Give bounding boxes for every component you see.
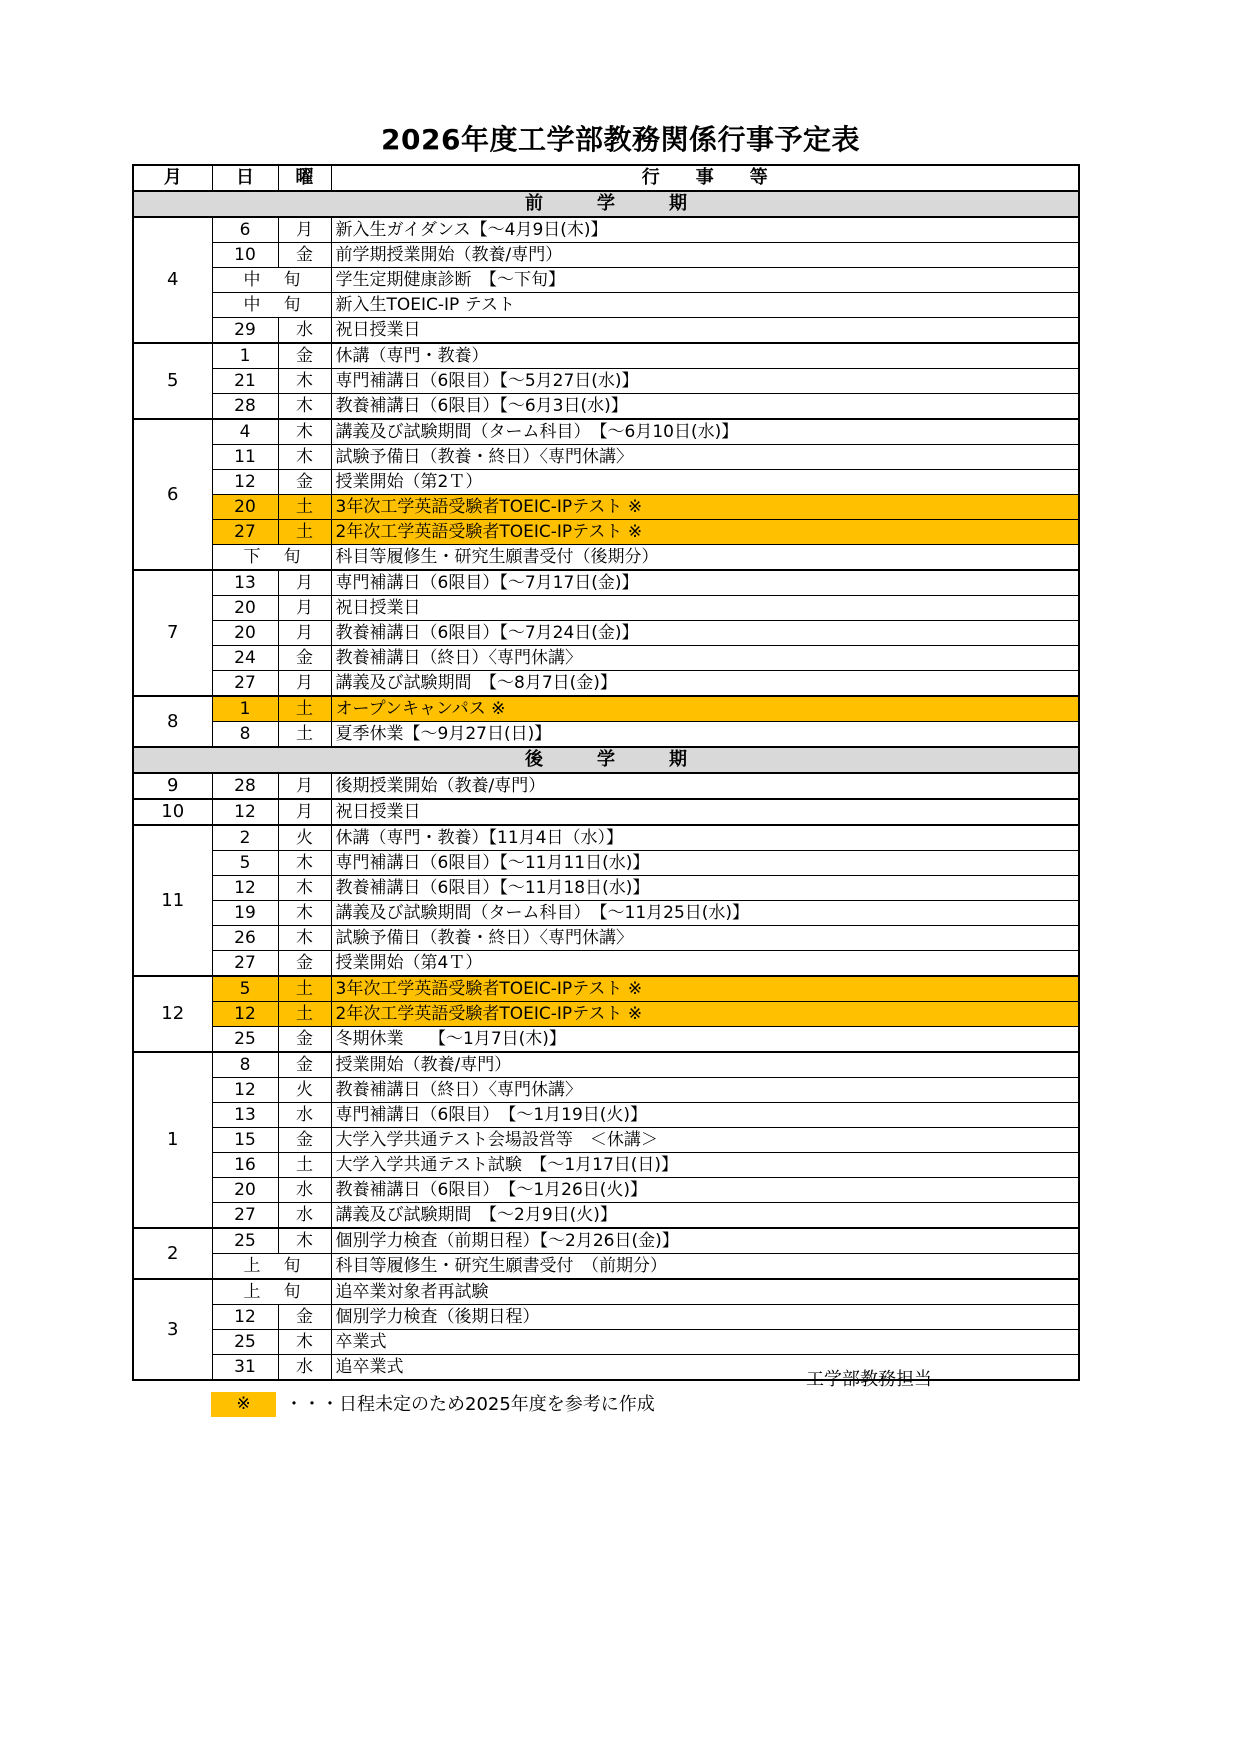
event-cell: 前学期授業開始（教養/専門） <box>331 243 1079 268</box>
period-suffix: 旬 <box>283 270 301 290</box>
event-cell: 講義及び試験期間 【～2月9日(火)】 <box>331 1203 1079 1229</box>
event-cell: 新入生TOEIC-IP テスト <box>331 293 1079 318</box>
weekday-cell: 月 <box>278 570 331 596</box>
day-cell: 12 <box>212 799 278 825</box>
schedule-row <box>133 1002 1079 1027</box>
weekday-cell: 土 <box>278 722 331 748</box>
schedule-row <box>133 1178 1079 1203</box>
section-first-label: 前 学 期 <box>133 191 1079 217</box>
period-part: 中 <box>243 295 261 315</box>
weekday-cell: 月 <box>278 596 331 621</box>
event-cell: 大学入学共通テスト試験 【～1月17日(日)】 <box>331 1153 1079 1178</box>
weekday-cell: 月 <box>278 773 331 799</box>
event-cell: 大学入学共通テスト会場設営等 ＜休講＞ <box>331 1128 1079 1153</box>
event-cell: 専門補講日（6限目）【～7月17日(金)】 <box>331 570 1079 596</box>
day-cell: 26 <box>212 926 278 951</box>
day-cell: 25 <box>212 1228 278 1254</box>
schedule-row <box>133 445 1079 470</box>
event-cell: 教養補講日（終日）〈専門休講〉 <box>331 1078 1079 1103</box>
day-cell: 12 <box>212 1305 278 1330</box>
schedule-row <box>133 495 1079 520</box>
day-cell: 21 <box>212 369 278 394</box>
day-cell: 27 <box>212 520 278 545</box>
day-cell: 11 <box>212 445 278 470</box>
schedule-row <box>133 621 1079 646</box>
schedule-row <box>133 596 1079 621</box>
event-cell: 追卒業対象者再試験 <box>331 1279 1079 1305</box>
schedule-row <box>133 394 1079 420</box>
schedule-row <box>133 851 1079 876</box>
weekday-cell: 木 <box>278 419 331 445</box>
weekday-cell: 土 <box>278 976 331 1002</box>
weekday-cell: 木 <box>278 1228 331 1254</box>
event-cell: 後期授業開始（教養/専門） <box>331 773 1079 799</box>
schedule-row <box>133 901 1079 926</box>
schedule-row <box>133 926 1079 951</box>
weekday-cell: 土 <box>278 1153 331 1178</box>
schedule-row <box>133 343 1079 369</box>
period-part: 上 <box>243 1256 261 1276</box>
event-cell: 教養補講日（終日）〈専門休講〉 <box>331 646 1079 671</box>
weekday-cell: 木 <box>278 851 331 876</box>
period-suffix: 旬 <box>283 1256 301 1276</box>
day-cell: 29 <box>212 318 278 344</box>
event-cell: 授業開始（第4Ｔ） <box>331 951 1079 977</box>
legend-swatch: ※ <box>211 1392 276 1417</box>
event-cell: 試験予備日（教養・終日）〈専門休講〉 <box>331 926 1079 951</box>
month-cell: 4 <box>133 217 212 343</box>
weekday-cell: 金 <box>278 1305 331 1330</box>
day-cell: 4 <box>212 419 278 445</box>
day-cell: 16 <box>212 1153 278 1178</box>
event-cell: 教養補講日（6限目）【～6月3日(水)】 <box>331 394 1079 420</box>
weekday-cell: 土 <box>278 1002 331 1027</box>
schedule-row <box>133 217 1079 243</box>
weekday-cell: 月 <box>278 671 331 697</box>
event-cell: 授業開始（教養/専門） <box>331 1052 1079 1078</box>
section-row-first <box>133 191 1079 217</box>
day-cell: 19 <box>212 901 278 926</box>
page-title: 2026年度工学部教務関係行事予定表 <box>381 123 860 156</box>
schedule-row <box>133 1330 1079 1355</box>
schedule-row <box>133 293 1079 318</box>
schedule-row <box>133 1078 1079 1103</box>
event-cell: 教養補講日（6限目） 【～1月26日(火)】 <box>331 1178 1079 1203</box>
day-cell: 10 <box>212 243 278 268</box>
weekday-cell: 金 <box>278 243 331 268</box>
period-part: 中 <box>243 270 261 290</box>
event-cell: 休講（専門・教養）【11月4日（水）】 <box>331 825 1079 851</box>
schedule-row <box>133 799 1079 825</box>
day-cell: 12 <box>212 876 278 901</box>
header-weekday: 曜 <box>278 165 331 191</box>
event-cell: 新入生ガイダンス【～4月9日(木)】 <box>331 217 1079 243</box>
schedule-row <box>133 951 1079 977</box>
weekday-cell: 金 <box>278 951 331 977</box>
weekday-cell: 水 <box>278 1203 331 1229</box>
weekday-cell: 水 <box>278 318 331 344</box>
month-cell: 10 <box>133 799 212 825</box>
schedule-row <box>133 1228 1079 1254</box>
weekday-cell: 金 <box>278 1128 331 1153</box>
day-cell: 20 <box>212 596 278 621</box>
event-cell: 専門補講日（6限目）【～11月11日(水)】 <box>331 851 1079 876</box>
month-cell: 5 <box>133 343 212 419</box>
header-day: 日 <box>212 165 278 191</box>
schedule-row <box>133 646 1079 671</box>
weekday-cell: 月 <box>278 217 331 243</box>
month-cell: 3 <box>133 1279 212 1380</box>
weekday-cell: 土 <box>278 696 331 722</box>
footer-department: 工学部教務担当 <box>806 1369 932 1390</box>
month-cell: 9 <box>133 773 212 799</box>
schedule-row <box>133 545 1079 571</box>
period-suffix: 旬 <box>283 547 301 567</box>
month-cell: 12 <box>133 976 212 1052</box>
day-cell: 20 <box>212 1178 278 1203</box>
day-cell: 12 <box>212 1078 278 1103</box>
schedule-row <box>133 1153 1079 1178</box>
section-row-second <box>133 747 1079 773</box>
schedule-row <box>133 1103 1079 1128</box>
weekday-cell: 木 <box>278 901 331 926</box>
month-cell: 2 <box>133 1228 212 1279</box>
weekday-cell: 土 <box>278 495 331 520</box>
schedule-body <box>133 165 1079 1380</box>
schedule-row <box>133 243 1079 268</box>
weekday-cell: 火 <box>278 1078 331 1103</box>
weekday-cell: 木 <box>278 1330 331 1355</box>
day-cell: 25 <box>212 1330 278 1355</box>
event-cell: 追卒業式 <box>331 1355 1079 1381</box>
event-cell: 専門補講日（6限目） 【～1月19日(火)】 <box>331 1103 1079 1128</box>
day-cell: 5 <box>212 976 278 1002</box>
day-cell: 15 <box>212 1128 278 1153</box>
schedule-row <box>133 1027 1079 1053</box>
day-cell: 27 <box>212 951 278 977</box>
month-cell: 8 <box>133 696 212 747</box>
period-part: 上 <box>243 1282 261 1302</box>
event-cell: 教養補講日（6限目）【～7月24日(金)】 <box>331 621 1079 646</box>
event-cell: 冬期休業 【～1月7日(木)】 <box>331 1027 1079 1053</box>
period-suffix: 旬 <box>283 1282 301 1302</box>
period-cell <box>212 545 331 571</box>
day-cell: 31 <box>212 1355 278 1381</box>
schedule-row <box>133 976 1079 1002</box>
period-cell <box>212 268 331 293</box>
event-cell: 科目等履修生・研究生願書受付（後期分） <box>331 545 1079 571</box>
weekday-cell: 金 <box>278 646 331 671</box>
legend-text: ・・・日程未定のため2025年度を参考に作成 <box>285 1394 655 1415</box>
weekday-cell: 火 <box>278 825 331 851</box>
weekday-cell: 木 <box>278 445 331 470</box>
day-cell: 28 <box>212 394 278 420</box>
period-cell <box>212 1279 331 1305</box>
weekday-cell: 木 <box>278 394 331 420</box>
event-cell: 専門補講日（6限目）【～5月27日(水)】 <box>331 369 1079 394</box>
day-cell: 27 <box>212 671 278 697</box>
schedule-row <box>133 1355 1079 1381</box>
schedule-row <box>133 1254 1079 1280</box>
schedule-row <box>133 419 1079 445</box>
schedule-row <box>133 773 1079 799</box>
day-cell: 24 <box>212 646 278 671</box>
event-cell: 試験予備日（教養・終日）〈専門休講〉 <box>331 445 1079 470</box>
schedule-row <box>133 1305 1079 1330</box>
schedule-row <box>133 520 1079 545</box>
event-cell: 2年次工学英語受験者TOEIC-IPテスト ※ <box>331 1002 1079 1027</box>
day-cell: 12 <box>212 470 278 495</box>
weekday-cell: 水 <box>278 1103 331 1128</box>
header-month: 月 <box>133 165 212 191</box>
event-cell: 夏季休業【～9月27日(日)】 <box>331 722 1079 748</box>
day-cell: 20 <box>212 621 278 646</box>
event-cell: 科目等履修生・研究生願書受付 （前期分） <box>331 1254 1079 1280</box>
event-cell: 卒業式 <box>331 1330 1079 1355</box>
month-cell: 6 <box>133 419 212 570</box>
schedule-row <box>133 1203 1079 1229</box>
weekday-cell: 木 <box>278 876 331 901</box>
schedule-row <box>133 318 1079 344</box>
event-cell: 講義及び試験期間（ターム科目） 【～6月10日(水)】 <box>331 419 1079 445</box>
event-cell: 授業開始（第2Ｔ） <box>331 470 1079 495</box>
day-cell: 25 <box>212 1027 278 1053</box>
schedule-row <box>133 1128 1079 1153</box>
schedule-row <box>133 268 1079 293</box>
event-cell: 休講（専門・教養） <box>331 343 1079 369</box>
schedule-row <box>133 1052 1079 1078</box>
weekday-cell: 木 <box>278 369 331 394</box>
section-second-label: 後 学 期 <box>133 747 1079 773</box>
weekday-cell: 水 <box>278 1355 331 1381</box>
period-part: 下 <box>243 547 261 567</box>
event-cell: 学生定期健康診断 【～下旬】 <box>331 268 1079 293</box>
weekday-cell: 水 <box>278 1178 331 1203</box>
event-cell: オープンキャンパス ※ <box>331 696 1079 722</box>
event-cell: 講義及び試験期間（ターム科目） 【～11月25日(水)】 <box>331 901 1079 926</box>
day-cell: 27 <box>212 1203 278 1229</box>
month-cell: 7 <box>133 570 212 696</box>
schedule-row <box>133 369 1079 394</box>
schedule-row <box>133 825 1079 851</box>
event-cell: 個別学力検査（後期日程） <box>331 1305 1079 1330</box>
month-cell: 1 <box>133 1052 212 1228</box>
day-cell: 13 <box>212 1103 278 1128</box>
month-cell: 11 <box>133 825 212 976</box>
day-cell: 13 <box>212 570 278 596</box>
weekday-cell: 土 <box>278 520 331 545</box>
event-cell: 講義及び試験期間 【～8月7日(金)】 <box>331 671 1079 697</box>
schedule-row <box>133 570 1079 596</box>
weekday-cell: 月 <box>278 799 331 825</box>
event-cell: 祝日授業日 <box>331 596 1079 621</box>
day-cell: 8 <box>212 1052 278 1078</box>
schedule-row <box>133 696 1079 722</box>
day-cell: 8 <box>212 722 278 748</box>
day-cell: 12 <box>212 1002 278 1027</box>
schedule-row <box>133 1279 1079 1305</box>
weekday-cell: 月 <box>278 621 331 646</box>
event-cell: 教養補講日（6限目）【～11月18日(水)】 <box>331 876 1079 901</box>
schedule-row <box>133 876 1079 901</box>
period-cell <box>212 1254 331 1280</box>
day-cell: 28 <box>212 773 278 799</box>
day-cell: 6 <box>212 217 278 243</box>
day-cell: 1 <box>212 343 278 369</box>
schedule-table <box>132 164 1080 1381</box>
day-cell: 1 <box>212 696 278 722</box>
day-cell: 20 <box>212 495 278 520</box>
header-event: 行 事 等 <box>331 165 1079 191</box>
event-cell: 祝日授業日 <box>331 318 1079 344</box>
event-cell: 祝日授業日 <box>331 799 1079 825</box>
period-suffix: 旬 <box>283 295 301 315</box>
weekday-cell: 木 <box>278 926 331 951</box>
header-row <box>133 165 1079 191</box>
day-cell: 2 <box>212 825 278 851</box>
weekday-cell: 金 <box>278 343 331 369</box>
period-cell <box>212 293 331 318</box>
event-cell: 個別学力検査（前期日程）【～2月26日(金)】 <box>331 1228 1079 1254</box>
weekday-cell: 金 <box>278 1027 331 1053</box>
day-cell: 5 <box>212 851 278 876</box>
schedule-row <box>133 470 1079 495</box>
weekday-cell: 金 <box>278 1052 331 1078</box>
event-cell: 3年次工学英語受験者TOEIC-IPテスト ※ <box>331 976 1079 1002</box>
schedule-row <box>133 671 1079 697</box>
weekday-cell: 金 <box>278 470 331 495</box>
event-cell: 3年次工学英語受験者TOEIC-IPテスト ※ <box>331 495 1079 520</box>
event-cell: 2年次工学英語受験者TOEIC-IPテスト ※ <box>331 520 1079 545</box>
schedule-row <box>133 722 1079 748</box>
